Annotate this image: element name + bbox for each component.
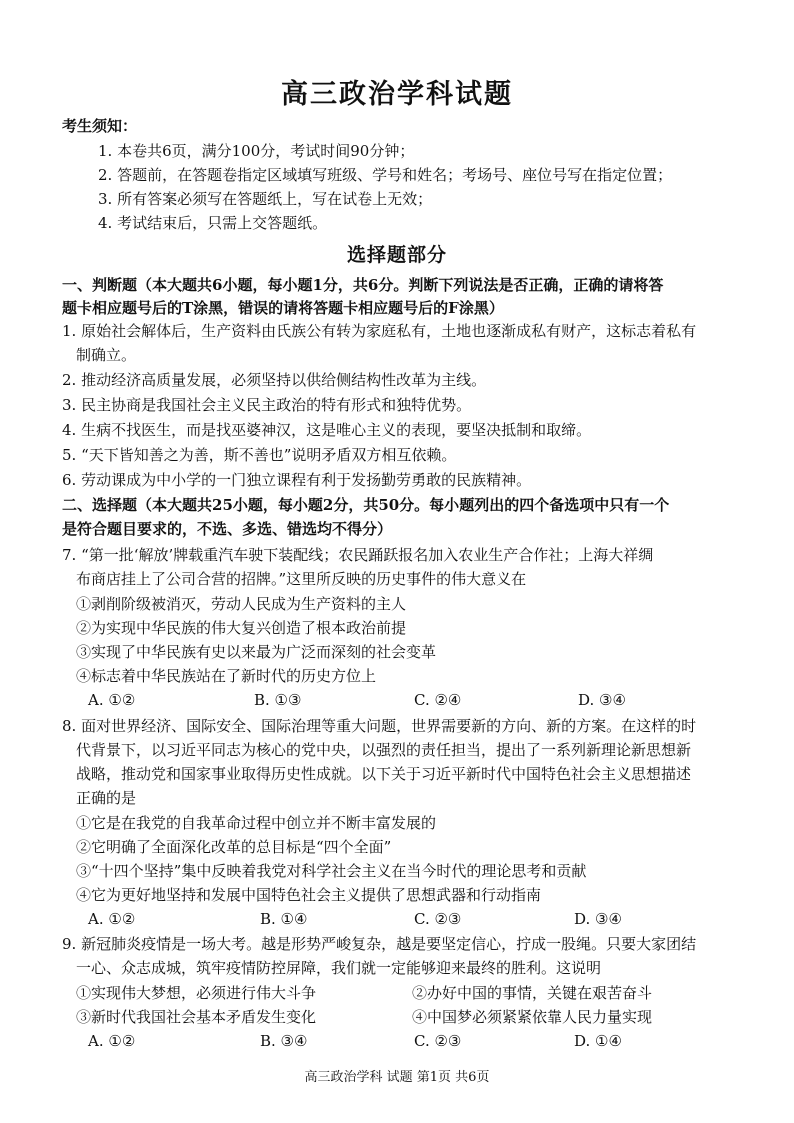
option-a: A. ①②: [88, 1032, 136, 1050]
question-text: 6. 劳动课成为中小学的一门独立课程有利于发扬勤劳勇敢的民族精神。: [62, 471, 532, 489]
question-item: ③实现了中华民族有史以来最为广泛而深刻的社会变革: [76, 643, 437, 661]
question-item: ①实现伟大梦想，必须进行伟大斗争: [76, 984, 317, 1002]
page-footer: 高三政治学科 试题 第1页 共6页: [304, 1070, 490, 1085]
question-text: 5. “天下皆知善之为善，斯不善也”说明矛盾双方相互依赖。: [62, 446, 457, 464]
question-stem: 代背景下，以习近平同志为核心的党中央，以强烈的责任担当，提出了一系列新理论新思想新: [76, 741, 692, 759]
part1-heading: 一、判断题（本大题共6小题，每小题1分，共6分。判断下列说法是否正确，正确的请将答: [62, 276, 664, 294]
question-item: ②为实现中华民族的伟大复兴创造了根本政治前提: [76, 619, 407, 637]
question-item: ①剥削阶级被消灭，劳动人民成为生产资料的主人: [76, 595, 407, 613]
notice-item: 2. 答题前，在答题卷指定区域填写班级、学号和姓名；考场号、座位号写在指定位置；: [98, 166, 673, 184]
question-items-row: [76, 983, 716, 1003]
option-a: A. ①②: [88, 910, 136, 928]
option-d: D. ①④: [574, 1032, 622, 1050]
answer-options: [88, 690, 708, 710]
notice-item: 1. 本卷共6页，满分100分，考试时间90分钟；: [98, 142, 415, 160]
option-d: D. ③④: [578, 691, 626, 709]
question-text: 1. 原始社会解体后，生产资料由氏族公有转为家庭私有，土地也逐渐成私有财产，这标志着私有: [62, 322, 697, 340]
question-text: 3. 民主协商是我国社会主义民主政治的特有形式和独特优势。: [62, 396, 472, 414]
question-text: 制确立。: [76, 346, 137, 364]
question-text: 2. 推动经济高质量发展，必须坚持以供给侧结构性改革为主线。: [62, 371, 487, 389]
answer-options: [88, 909, 708, 929]
question-item: ③新时代我国社会基本矛盾发生变化: [76, 1008, 317, 1026]
part2-heading: 是符合题目要求的，不选、多选、错选均不得分）: [62, 520, 393, 538]
option-c: C. ②③: [414, 910, 462, 928]
page-title: 高三政治学科试题: [281, 79, 513, 110]
question-item: ②它明确了全面深化改革的总目标是“四个全面”: [76, 838, 392, 856]
question-stem: 正确的是: [76, 789, 137, 807]
question-item: ④标志着中华民族站在了新时代的历史方位上: [76, 667, 377, 685]
question-stem: 7. “第一批‘解放’牌载重汽车驶下装配线；农民踊跃报名加入农业生产合作社；上海大祥绸: [62, 546, 654, 564]
section-title: 选择题部分: [346, 244, 447, 266]
option-b: B. ①④: [260, 910, 308, 928]
question-items-row: [76, 1007, 716, 1027]
question-text: 4. 生病不找医生，而是找巫婆神汉，这是唯心主义的表现，要坚决抵制和取缔。: [62, 421, 592, 439]
question-item: ④中国梦必须紧紧依靠人民力量实现: [412, 1008, 653, 1026]
question-stem: 一心、众志成城，筑牢疫情防控屏障，我们就一定能够迎来最终的胜利。这说明: [76, 959, 602, 977]
option-d: D. ③④: [574, 910, 622, 928]
notice-heading: 考生须知：: [62, 117, 138, 135]
question-item: ③“十四个坚持”集中反映着我党对科学社会主义在当今时代的理论思考和贡献: [76, 862, 587, 880]
question-stem: 9. 新冠肺炎疫情是一场大考。越是形势严峻复杂，越是要坚定信心，拧成一股绳。只要大家团结: [62, 935, 697, 953]
option-b: B. ③④: [260, 1032, 308, 1050]
question-item: ④它为更好地坚持和发展中国特色社会主义提供了思想武器和行动指南: [76, 886, 542, 904]
answer-options: [88, 1031, 708, 1051]
question-item: ②办好中国的事情，关键在艰苦奋斗: [412, 984, 653, 1002]
question-item: ①它是在我党的自我革命过程中创立并不断丰富发展的: [76, 814, 437, 832]
question-stem: 8. 面对世界经济、国际安全、国际治理等重大问题，世界需要新的方向、新的方案。在这样的时: [62, 717, 697, 735]
question-stem: 布商店挂上了公司合营的招牌。”这里所反映的历史事件的伟大意义在: [76, 570, 527, 588]
part2-heading: 二、选择题（本大题共25小题，每小题2分，共50分。每小题列出的四个备选项中只有一个: [62, 496, 670, 514]
part1-heading: 题卡相应题号后的T涂黑，错误的请将答题卡相应题号后的F涂黑）: [62, 299, 504, 317]
option-c: C. ②④: [414, 691, 462, 709]
option-b: B. ①③: [254, 691, 302, 709]
question-stem: 战略，推动党和国家事业取得历史性成就。以下关于习近平新时代中国特色社会主义思想描述: [76, 765, 692, 783]
option-a: A. ①②: [88, 691, 136, 709]
option-c: C. ②③: [414, 1032, 462, 1050]
notice-item: 4. 考试结束后，只需上交答题纸。: [98, 214, 328, 232]
notice-item: 3. 所有答案必须写在答题纸上，写在试卷上无效；: [98, 190, 433, 208]
